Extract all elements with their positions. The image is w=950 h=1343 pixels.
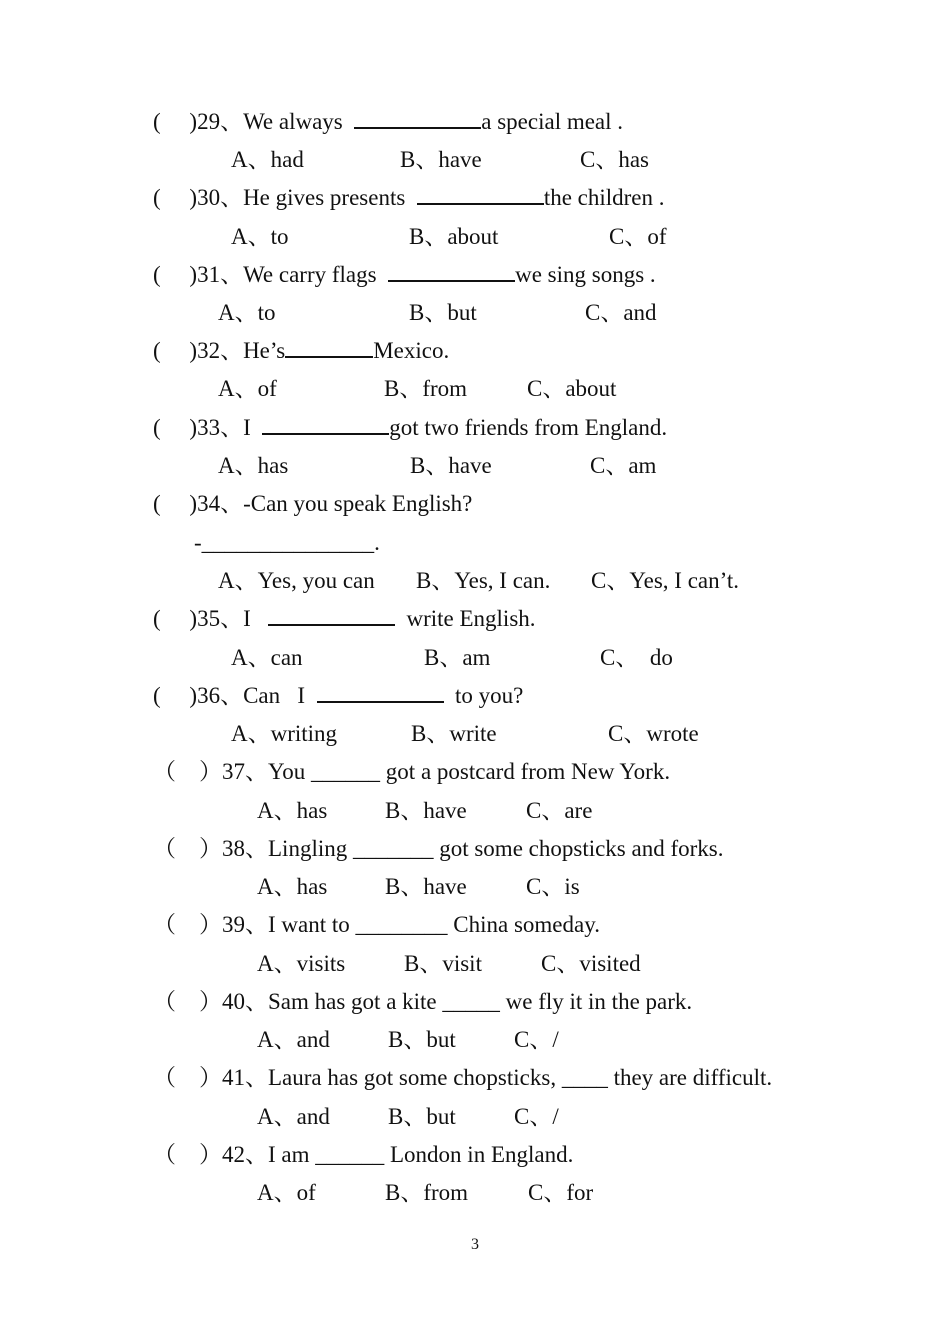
option-b: B、have: [385, 798, 467, 823]
option-a: A、and: [257, 1027, 330, 1052]
option-c: C、are: [526, 798, 593, 823]
answer-blank: [262, 413, 389, 435]
question-39: （ ）39、I want to ________ China someday.: [153, 912, 600, 937]
option-a: A、of: [218, 376, 277, 401]
question-stem-pre: ( )35、I: [153, 606, 268, 631]
question-31: [153, 260, 656, 290]
question-stem-pre: ( )30、He gives presents: [153, 185, 417, 210]
question-30: [153, 183, 665, 213]
option-b: B、Yes, I can.: [416, 568, 551, 593]
option-c: C、Yes, I can’t.: [591, 568, 740, 593]
question-stem-pre: ( )36、Can I: [153, 683, 317, 708]
page-number: 3: [471, 1236, 479, 1253]
option-a: A、has: [257, 874, 328, 899]
question-stem-post: a special meal .: [481, 109, 624, 134]
option-a: A、Yes, you can: [218, 568, 375, 593]
question-37: （ ）37、You ______ got a postcard from New York.: [153, 759, 671, 784]
option-c: C、and: [585, 300, 657, 325]
question-35: [153, 604, 536, 634]
option-c: C、about: [527, 376, 617, 401]
option-b: B、from: [385, 1180, 469, 1205]
option-c: C、is: [526, 874, 580, 899]
option-c: C、has: [580, 147, 649, 172]
option-b: B、am: [424, 645, 491, 670]
question-stem-post: we sing songs .: [515, 262, 656, 287]
option-b: B、but: [388, 1027, 456, 1052]
question-42: （ ）42、I am ______ London in England.: [153, 1142, 574, 1167]
option-b: B、have: [385, 874, 467, 899]
answer-blank: [388, 260, 515, 282]
question-stem-pre: ( )32、He’s: [153, 338, 286, 363]
question-stem-post: to you?: [443, 683, 524, 708]
option-c: C、of: [609, 224, 667, 249]
question-stem-post: got two friends from England.: [389, 415, 668, 440]
option-c: C、wrote: [608, 721, 699, 746]
option-a: A、can: [231, 645, 303, 670]
question-38: （ ）38、Lingling _______ got some chopsticks and forks.: [153, 836, 724, 861]
option-c: C、/: [514, 1104, 559, 1129]
answer-blank: [317, 681, 444, 703]
question-stem-pre: ( )31、We carry flags: [153, 262, 389, 287]
question-40: （ ）40、Sam has got a kite _____ we fly it in the park.: [153, 989, 693, 1014]
option-b: B、about: [409, 224, 499, 249]
option-a: A、has: [257, 798, 328, 823]
option-b: B、write: [411, 721, 497, 746]
question-stem-pre: ( )29、We always: [153, 109, 355, 134]
option-a: A、to: [231, 224, 289, 249]
option-a: A、writing: [231, 721, 338, 746]
question-29: [153, 107, 623, 137]
option-b: B、but: [409, 300, 477, 325]
option-b: B、from: [384, 376, 468, 401]
option-c: C、am: [590, 453, 657, 478]
question-stem-post: the children .: [543, 185, 665, 210]
question-stem-post: Mexico.: [373, 338, 450, 363]
question-32: [153, 336, 449, 366]
option-c: C、 do: [600, 645, 673, 670]
answer-blank: [285, 336, 373, 358]
answer-blank: [354, 107, 481, 129]
option-a: A、to: [218, 300, 276, 325]
question-stem-pre: ( )33、I: [153, 415, 263, 440]
option-c: C、/: [514, 1027, 559, 1052]
option-a: A、and: [257, 1104, 330, 1129]
answer-blank: [417, 183, 544, 205]
option-a: A、of: [257, 1180, 316, 1205]
option-a: A、visits: [257, 951, 346, 976]
option-b: B、visit: [404, 951, 482, 976]
option-c: C、visited: [541, 951, 641, 976]
question-stem-post: write English.: [394, 606, 536, 631]
option-a: A、has: [218, 453, 289, 478]
option-b: B、have: [410, 453, 492, 478]
option-b: B、have: [400, 147, 482, 172]
question-36: [153, 681, 523, 711]
answer-line: -_______________.: [194, 530, 380, 555]
answer-blank: [268, 604, 395, 626]
option-b: B、but: [388, 1104, 456, 1129]
question-33: [153, 413, 667, 443]
option-c: C、for: [528, 1180, 594, 1205]
option-a: A、had: [231, 147, 304, 172]
question-41: （ ）41、Laura has got some chopsticks, ____ they are difficult.: [153, 1065, 773, 1090]
question-34: ( )34、-Can you speak English?: [153, 491, 473, 516]
